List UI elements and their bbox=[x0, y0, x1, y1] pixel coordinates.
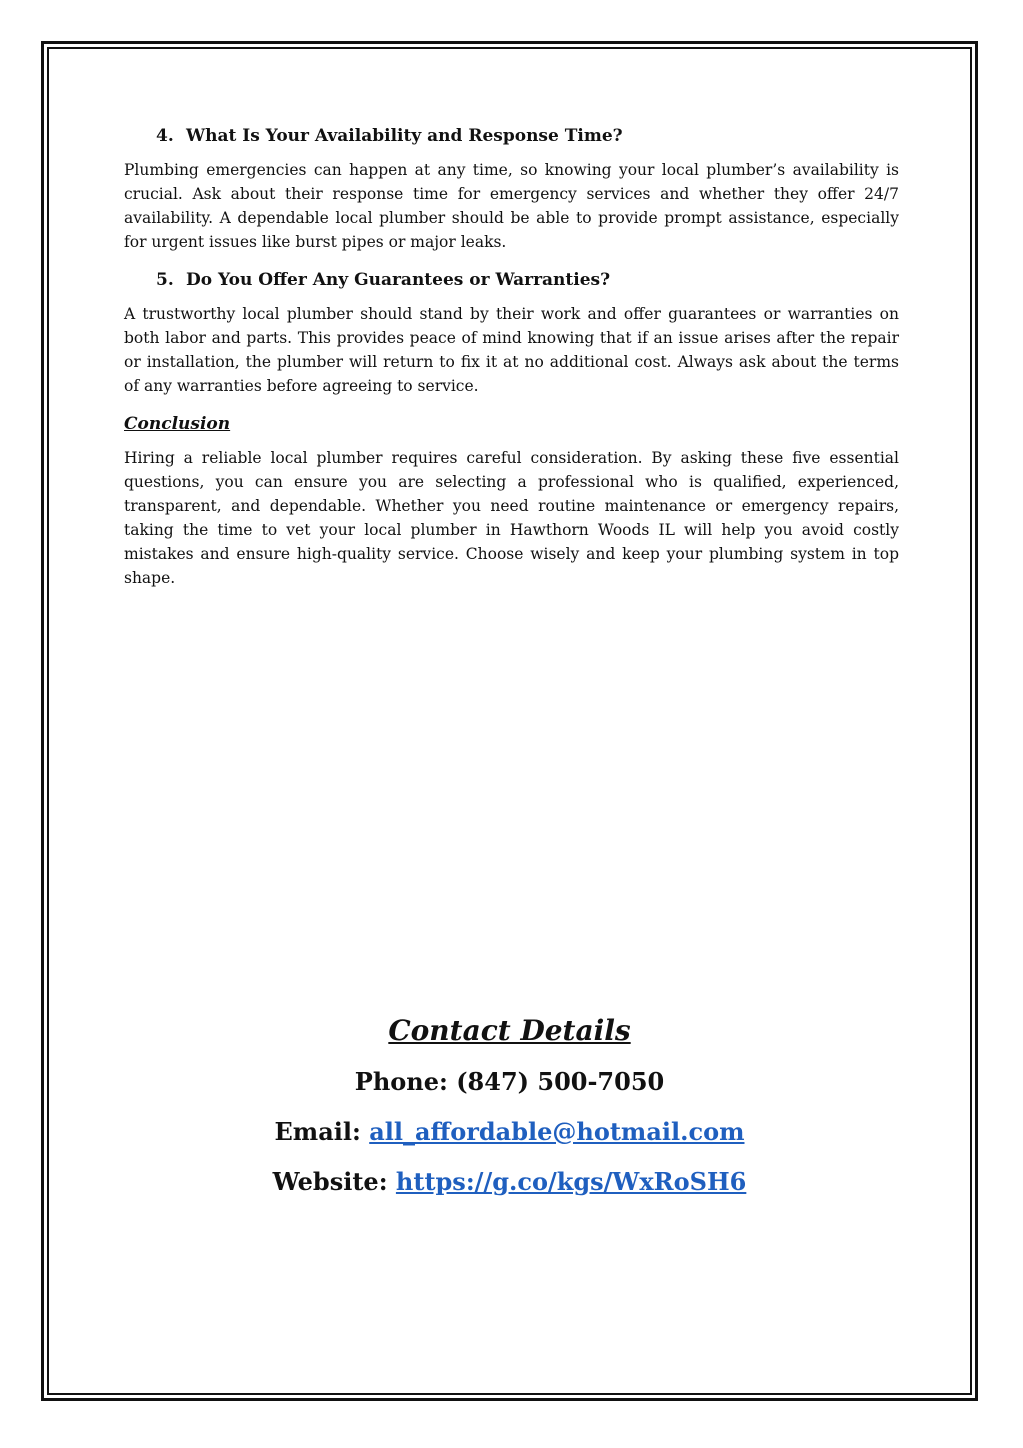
section-title: Do You Offer Any Guarantees or Warranties? bbox=[186, 270, 611, 290]
contact-details bbox=[47, 1008, 972, 1212]
contact-website-line bbox=[47, 1162, 972, 1202]
contact-email-line bbox=[47, 1112, 972, 1152]
email-link[interactable]: all_affordable@hotmail.com bbox=[369, 1117, 745, 1146]
section-number: 4. bbox=[156, 126, 174, 146]
conclusion-paragraph: Hiring a reliable local plumber requires careful consideration. By asking these five essential questions, you can ensure you are selecting a professional who is qualified, experienced, transparent, and dependable. Whether you need routine maintenance or emergency repairs, taking the time to vet your local plumber in Hawthorn Woods IL will help you avoid costly mistakes and ensure high-quality service. Choose wisely and keep your plumbing system in top shape. bbox=[124, 449, 899, 587]
section-paragraph-guarantees: A trustworthy local plumber should stand by their work and offer guarantees or warranties on both labor and parts. This provides peace of mind knowing that if an issue arises after the repair or installation, the plumber will return to fix it at no additional cost. Always ask about the terms of any warranties before agreeing to service. bbox=[124, 305, 899, 395]
section-heading-guarantees bbox=[124, 266, 899, 294]
email-label: Email: bbox=[274, 1117, 361, 1146]
section-heading-availability bbox=[124, 122, 899, 150]
section-paragraph-availability: Plumbing emergencies can happen at any time, so knowing your local plumber’s availability is crucial. Ask about their response time for emergency services and whether they offer 24/7 availability. A dependable local plumber should be able to provide prompt assistance, especially for urgent issues like burst pipes or major leaks. bbox=[124, 161, 899, 251]
website-label: Website: bbox=[272, 1167, 388, 1196]
section-number: 5. bbox=[156, 270, 174, 290]
contact-title: Contact Details bbox=[388, 1014, 631, 1047]
conclusion-heading: Conclusion bbox=[124, 414, 231, 434]
contact-phone: Phone: (847) 500-7050 bbox=[354, 1067, 665, 1096]
section-title: What Is Your Availability and Response Time? bbox=[186, 126, 623, 146]
website-link[interactable]: https://g.co/kgs/WxRoSH6 bbox=[395, 1167, 747, 1196]
document-body bbox=[124, 122, 899, 602]
